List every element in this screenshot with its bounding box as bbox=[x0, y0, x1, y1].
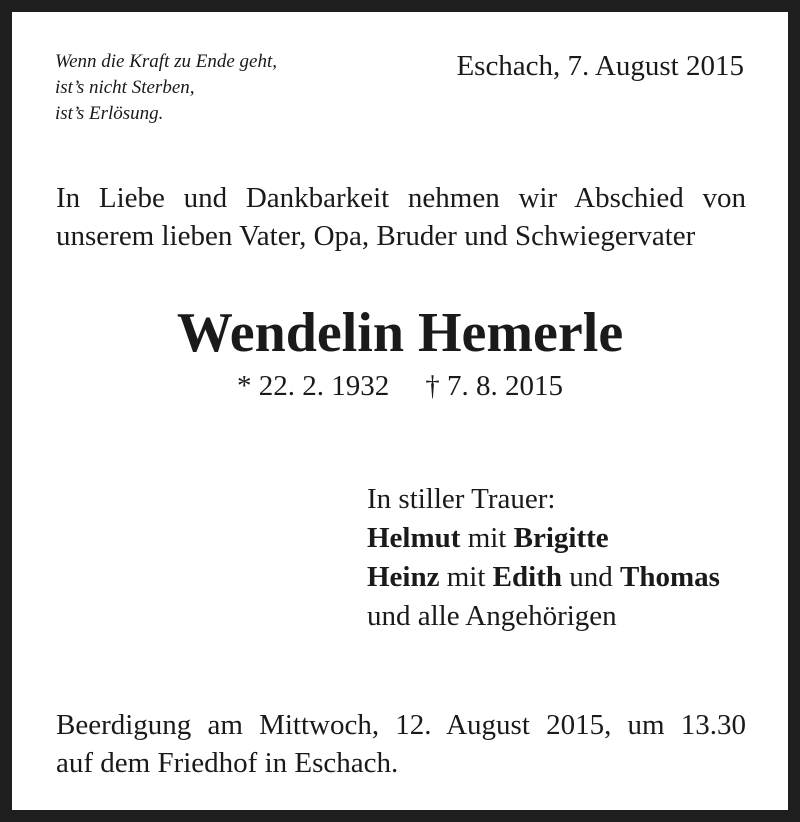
funeral-line: Beerdigung am Mittwoch, 12. August 2015, um 13.30 bbox=[56, 709, 746, 741]
mourners-closing: und alle Angehörigen bbox=[367, 600, 617, 632]
mourners-line bbox=[367, 519, 720, 558]
funeral-line: auf dem Friedhof in Eschach. bbox=[56, 747, 399, 779]
mourner-name: Edith bbox=[492, 561, 562, 593]
mourner-connector: und bbox=[562, 561, 620, 593]
mourner-name: Helmut bbox=[367, 522, 461, 554]
deceased-name: Wendelin Hemerle bbox=[176, 302, 624, 364]
life-dates bbox=[12, 368, 788, 404]
mourner-connector: mit bbox=[439, 561, 493, 593]
mourner-name: Thomas bbox=[620, 561, 720, 593]
motto-line: ist’s nicht Sterben, bbox=[55, 77, 195, 98]
intro-text bbox=[56, 179, 746, 255]
place-and-date: Eschach, 7. August 2015 bbox=[456, 50, 744, 82]
birth-date: * 22. 2. 1932 bbox=[237, 370, 390, 402]
mourner-name: Heinz bbox=[367, 561, 440, 593]
funeral-info bbox=[56, 706, 746, 782]
mourner-connector: mit bbox=[460, 522, 514, 554]
motto-verse bbox=[55, 49, 277, 127]
motto-line: ist’s Erlösung. bbox=[55, 103, 164, 124]
mourners-line bbox=[367, 558, 720, 597]
death-date: † 7. 8. 2015 bbox=[425, 370, 563, 402]
intro-line: unserem lieben Vater, Opa, Bruder und Schwiegervater bbox=[56, 220, 696, 252]
mourners-block bbox=[367, 480, 720, 636]
mourner-name: Brigitte bbox=[513, 522, 609, 554]
intro-line: In Liebe und Dankbarkeit nehmen wir Abschied von bbox=[56, 182, 746, 214]
motto-line: Wenn die Kraft zu Ende geht, bbox=[55, 51, 277, 72]
mourners-heading: In stiller Trauer: bbox=[367, 483, 556, 515]
